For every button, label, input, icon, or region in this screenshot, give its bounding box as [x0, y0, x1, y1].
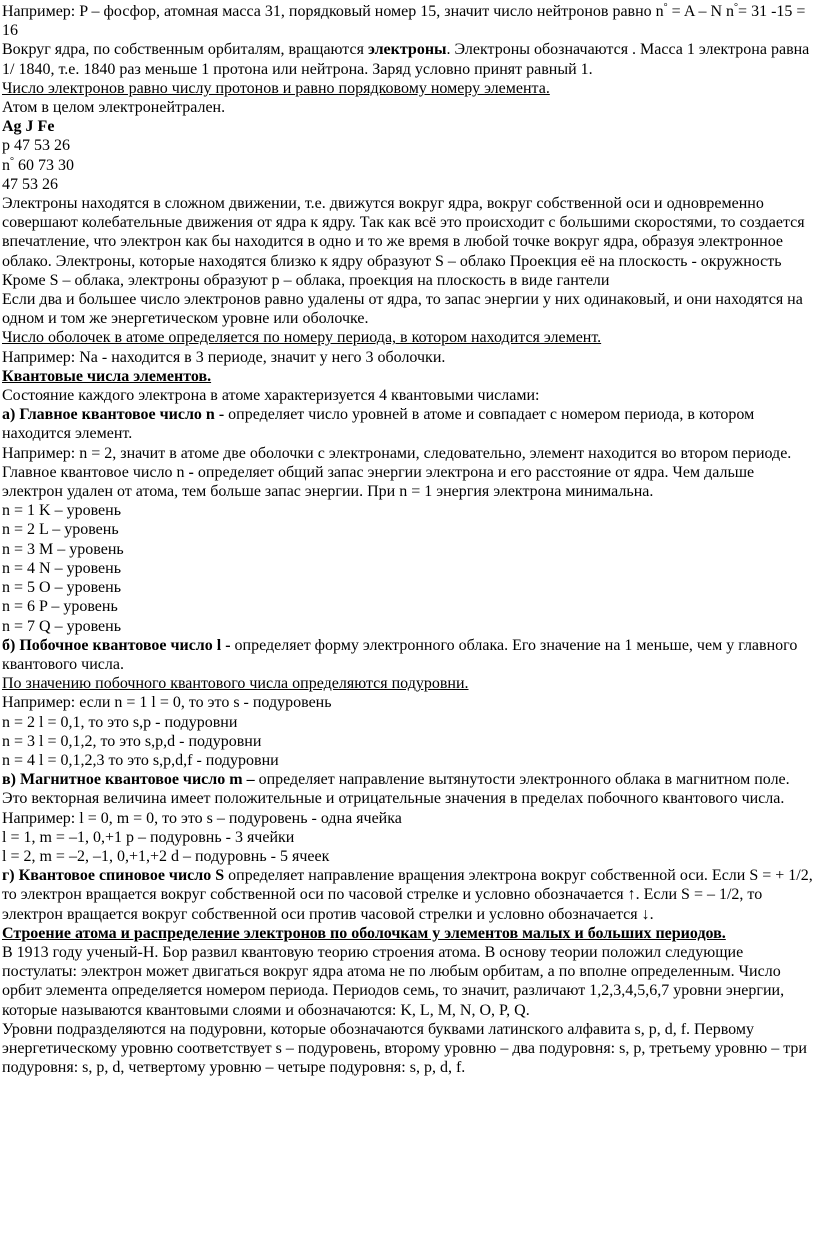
- table-row-electrons: 47 53 26: [2, 175, 58, 193]
- paragraph-sublevels-letters: Уровни подразделяются на подуровни, которые обозначаются буквами латинского алфавита s, p, d, f. Первому энергетическому уровню соответствует s – подуровень, второму уровню – два подуровня: s, p, третьему уровню – три подуровня: s, p, d, четвертому уровню – четыре подуровня: s, p, d, f.: [2, 1020, 807, 1077]
- list-item-level: n = 5 O – уровень: [2, 579, 121, 597]
- rule-shell-count: Число оболочек в атоме определяется по номеру периода, в котором находится элемент.: [2, 329, 602, 347]
- list-item-magnetic: l = 2, m = –2, –1, 0,+1,+2 d – подуровнь - 5 ячеек: [2, 847, 330, 865]
- paragraph-principal-quantum-number: а) Главное квантовое число n - определяет число уровней в атоме и совпадает с номером периода, в котором находится элемент.: [2, 406, 755, 443]
- paragraph-bohr-theory: В 1913 году ученый-Н. Бор развил квантовую теорию строения атома. В основу теории положил следующие постулаты: электрон может двигаться вокруг ядра атома не по любым орбитам, а по вполне определенным. Число орбит элемента определяется номером периода. Периодов семь, то значит, различают 1,2,3,4,5,6,7 уровни энергии, которые называются квантовыми слоями и обозначаются: K, L, M, N, O, P, Q.: [2, 943, 785, 1019]
- paragraph-electrons-intro: Вокруг ядра, по собственным орбиталям, вращаются электроны. Электроны обозначаются . Масса 1 электрона равна 1/ 1840, т.е. 1840 раз меньше 1 протона или нейтрона. Заряд условно принят равный 1.: [2, 41, 810, 78]
- paragraph-azimuthal-quantum-number: б) Побочное квантовое число l - определяет форму электронного облака. Его значение на 1 меньше, чем у главного квантового числа.: [2, 636, 798, 673]
- paragraph-principal-energy: Главное квантовое число n - определяет общий запас энергии электрона и его расстояние от ядра. Чем дальше электрон удален от атома, тем больше запас энергии. При n = 1 энергия электрона минимальна.: [2, 463, 755, 501]
- list-item-level: n = 4 N – уровень: [2, 559, 121, 577]
- rule-electron-count: Число электронов равно числу протонов и равно порядковому номеру элемента.: [2, 79, 550, 97]
- list-item-sublevel: n = 2 l = 0,1, то это s,p - подуровни: [2, 713, 238, 731]
- paragraph-sodium-example: Например: Na - находится в 3 периоде, значит у него 3 оболочки.: [2, 348, 446, 366]
- heading-quantum-numbers: Квантовые числа элементов.: [2, 367, 212, 385]
- table-row-protons: p 47 53 26: [2, 137, 70, 155]
- paragraph-electroneutral: Атом в целом электронейтрален.: [2, 99, 226, 117]
- list-item-sublevel: n = 3 l = 0,1,2, то это s,p,d - подуровни: [2, 732, 262, 750]
- paragraph-energy-level: Если два и большее число электронов равно удалены от ядра, то запас энергии у них одинаковый, и они находятся на одном и том же энергетическом уровне или оболочке.: [2, 291, 803, 328]
- paragraph-spin-quantum-number: г) Квантовое спиновое число S определяет направление вращения электрона вокруг собственной оси. Если S = + 1/2, то электрон вращается вокруг собственной оси по часовой стрелке и условно обозначается ↑. Если S = – 1/2, то электрон вращается вокруг собственной оси против часовой стрелки и условно обозначается ↓.: [2, 867, 813, 923]
- list-item-level: n = 3 M – уровень: [2, 540, 124, 558]
- rule-sublevels: По значению побочного квантового числа определяются подуровни.: [2, 675, 469, 693]
- table-row-neutrons: n° 60 73 30: [2, 155, 74, 174]
- paragraph-four-quantum-numbers: Состояние каждого электрона в атоме характеризуется 4 квантовыми числами:: [2, 387, 540, 405]
- paragraph-phosphorus-example: Например: P – фосфор, атомная масса 31, порядковый номер 15, значит число нейтронов равно n° = A – N n°= 31 -15 = 16: [2, 2, 806, 40]
- paragraph-electron-cloud: Электроны находятся в сложном движении, т.е. движутся вокруг ядра, вокруг собственной оси и одновременно совершают колебательные движения от ядра к ядру. Так как всё это происходит с большими скоростями, то создается впечатление, что электрон как бы находится в одно и то же время в любой точке вокруг ядра, образуя электронное облако. Электроны, которые находятся близко к ядру образуют S – облако Проекция её на плоскость - окружность Кроме S – облака, электроны образуют p – облака, проекция на плоскость в виде гантели: [2, 195, 805, 289]
- list-item-level: n = 6 P – уровень: [2, 598, 118, 616]
- list-item-magnetic: l = 1, m = –1, 0,+1 p – подуровнь - 3 ячейки: [2, 828, 295, 846]
- list-item-level: n = 1 K – уровень: [2, 502, 121, 520]
- paragraph-principal-example: Например: n = 2, значит в атоме две оболочки с электронами, следовательно, элемент находится во втором периоде.: [2, 444, 792, 462]
- list-item-sublevel: n = 4 l = 0,1,2,3 то это s,p,d,f - подуровни: [2, 751, 279, 769]
- list-item-level: n = 2 L – уровень: [2, 521, 119, 539]
- list-item-magnetic: Например: l = 0, m = 0, то это s – подуровень - одна ячейка: [2, 809, 402, 827]
- paragraph-magnetic-quantum-number: в) Магнитное квантовое число m – определяет направление вытянутости электронного облака в магнитном поле. Это векторная величина имеет положительные и отрицательные значения в пределах побочного квантового числа.: [2, 771, 790, 808]
- bold-term-electrons: электроны: [367, 41, 447, 59]
- list-item-sublevel: Например: если n = 1 l = 0, то это s - подуровень: [2, 694, 332, 712]
- heading-atom-structure: Строение атома и распределение электронов по оболочкам у элементов малых и больших периодов.: [2, 924, 726, 942]
- list-item-level: n = 7 Q – уровень: [2, 617, 121, 635]
- table-element-symbols: Ag J Fe: [2, 118, 55, 136]
